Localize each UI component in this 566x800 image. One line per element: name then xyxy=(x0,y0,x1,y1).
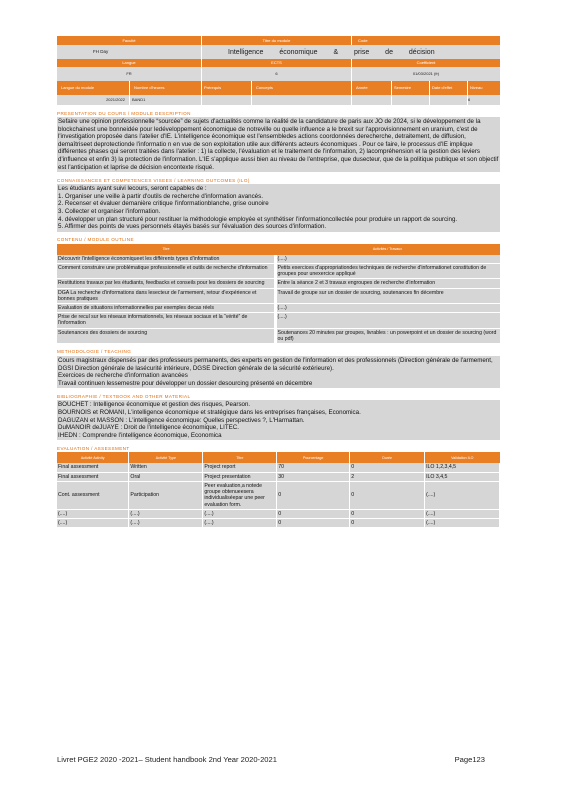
evaluation-cell: 0 xyxy=(350,509,425,518)
header-cell: Titre du module xyxy=(201,36,351,45)
evaluation-table xyxy=(57,452,500,528)
evaluation-cell: (....) xyxy=(129,519,203,528)
contenu-cell: Soutenances des dossiers de sourcing xyxy=(57,328,275,343)
header-cell: Code xyxy=(351,36,500,45)
header-cell: Date d'effet xyxy=(429,81,467,95)
table-row xyxy=(57,279,500,288)
presentation-text xyxy=(57,117,500,172)
contenu-cell: Petits exercices d'appropriationdes techniques de recherche d'informationet constitution de groupes pour unexercice appliqué xyxy=(275,263,500,278)
header-cell: Langue xyxy=(57,59,201,67)
evaluation-cell: Project report xyxy=(203,463,277,472)
header-cell: 01/03/2021 (fr) xyxy=(351,67,500,81)
bibliographie-line: BOUCHET : Intelligence économique et gestion des risques, Pearson. xyxy=(58,401,251,409)
header-cell: Prérequis xyxy=(201,81,251,95)
evaluation-header: Durée xyxy=(350,452,425,463)
competences-line: 3. Collecter et organiser l'information. xyxy=(58,207,161,215)
bibliographie-line: IHEDN : Comprendre l'intelligence économique, Economica xyxy=(58,431,222,439)
evaluation-header: Activité Activity xyxy=(57,452,129,463)
methodologie-line: Cours magistraux dispensés par des professeurs permanents, des experts en gestion de l'information et des professionnels (Direction générale de l'armement, DGSI Direction générale de lasécurité intérieure, DGSE Direction générale de la sécurité extérieure). xyxy=(58,356,493,372)
evaluation-cell: (....) xyxy=(425,509,500,518)
contenu-cell: Restitutions travaux par les étudiants, feedbacks et conseils pour les dossiers de sourcing xyxy=(57,279,275,288)
header-cell xyxy=(201,95,251,105)
document-page xyxy=(57,36,500,528)
contenu-cell: Entre la séance 2 et 3 travaux engroupes de recherche d'information xyxy=(275,279,500,288)
evaluation-cell: 0 xyxy=(277,519,350,528)
evaluation-cell: (....) xyxy=(425,519,500,528)
contenu-cell: (....) xyxy=(275,255,500,264)
evaluation-cell: ILO 1,2,3,4,5 xyxy=(425,463,500,472)
competences-line: 2. Recenser et évaluer demanière critique l'informationblanche, grise ounoire xyxy=(58,200,269,208)
evaluation-title: EVALUATION / ASSESSMENT xyxy=(57,445,130,451)
contenu-cell: (....) xyxy=(275,313,500,328)
evaluation-cell: ILO 3,4,5 xyxy=(425,472,500,481)
evaluation-cell: Peer evaluation,a notede groupe obtenueesera individualiséepar une peer evaluation form. xyxy=(203,482,277,510)
header-cell xyxy=(351,95,391,105)
competences-line: 4. développer un plan structuré pour restituer la méthodologie employée et synthétiser l'informationcollectée pour produire un rapport de sourcing. xyxy=(58,215,458,223)
module-title: Intelligence économique & prise de décision xyxy=(201,45,500,59)
table-row xyxy=(57,472,500,481)
contenu-title: CONTENU / MODULE OUTLINE xyxy=(57,237,134,243)
evaluation-cell: 0 xyxy=(350,482,425,510)
header-cell: Année xyxy=(351,81,391,95)
evaluation-cell: 30 xyxy=(277,472,350,481)
presentation-title: PRESENTATION DU COURS / MODULE DESCRIPTION xyxy=(57,110,191,116)
header-row-1 xyxy=(57,36,500,45)
header-cell: Niveau xyxy=(467,81,500,95)
competences-line: 5. Affirmer des points de vues personnels étayés basés sur l'évaluation des sources d'information. xyxy=(58,223,327,231)
table-row xyxy=(57,313,500,328)
evaluation-cell: (....) xyxy=(203,519,277,528)
contenu-cell: Travail de groupe sur un dossier de sourcing, soutenances fin décembre xyxy=(275,288,500,303)
table-row xyxy=(57,255,500,264)
header-row-6 xyxy=(57,95,500,105)
evaluation-cell: (....) xyxy=(203,509,277,518)
evaluation-cell: Oral xyxy=(129,472,203,481)
contenu-header: Activités / Travaux xyxy=(275,244,500,255)
evaluation-cell: Cont. assessment xyxy=(57,482,129,510)
evaluation-cell: Project presentation xyxy=(203,472,277,481)
header-cell: FR xyxy=(57,67,201,81)
bibliographie-block xyxy=(57,400,500,440)
page-number: Page123 xyxy=(454,755,485,764)
footer-title: Livret PGE2 2020 -2021– Student handbook 2nd Year 2020-2021 xyxy=(57,755,277,764)
contenu-cell: (....) xyxy=(275,303,500,312)
header-cell: ECTS xyxy=(201,59,351,67)
header-cell xyxy=(251,95,351,105)
evaluation-cell: 0 xyxy=(277,482,350,510)
evaluation-cell: (....) xyxy=(57,509,129,518)
contenu-cell: DGA La recherche d'informations dans lesecteur de l'armement, retour d'expérience et bonnes pratiques xyxy=(57,288,275,303)
methodologie-line: Travail continuen lessemestre pour développer un dossier desourcing présenté en décembre xyxy=(58,379,313,387)
evaluation-cell: 0 xyxy=(277,509,350,518)
header-cell xyxy=(391,95,429,105)
competences-line: Les étudiants ayant suivi lecours, seront capables de : xyxy=(58,185,207,193)
header-cell: BAND1 xyxy=(129,95,201,105)
header-cell: Faculté xyxy=(57,36,201,45)
contenu-cell: Soutenances 20 minutes par groupes, livrables : un powerpoint et un dossier de sourcing (word ou pdf) xyxy=(275,328,500,343)
header-row-3 xyxy=(57,59,500,67)
evaluation-cell: (....) xyxy=(57,519,129,528)
contenu-cell: Découvrir l'intelligence économiqueet les différents types d'information xyxy=(57,255,275,264)
header-cell: Langue du module xyxy=(57,81,129,95)
methodologie-title: METHODOLOGIE / TEACHING xyxy=(57,349,132,355)
bibliographie-title: BIBLIOGRAPHIE / TEXTBOOK AND OTHER MATERIAL xyxy=(57,393,191,399)
evaluation-cell: (....) xyxy=(425,482,500,510)
bibliographie-line: DuMANOIR deJUAYE : Droit de l'intelligence économique, LITEC. xyxy=(58,424,239,432)
header-row-4 xyxy=(57,67,500,81)
evaluation-cell: 0 xyxy=(350,463,425,472)
evaluation-cell: 0 xyxy=(350,519,425,528)
evaluation-cell: Final assessment xyxy=(57,463,129,472)
contenu-table xyxy=(57,244,500,344)
evaluation-cell: (....) xyxy=(129,509,203,518)
evaluation-cell: 2 xyxy=(350,472,425,481)
header-cell: 6 xyxy=(201,67,351,81)
table-row xyxy=(57,482,500,510)
evaluation-cell: 70 xyxy=(277,463,350,472)
evaluation-header: Titre xyxy=(203,452,277,463)
evaluation-cell: Written xyxy=(129,463,203,472)
header-cell: Concepts xyxy=(251,81,351,95)
contenu-cell: Evaluation de situations informationnelles par exemples decas réels xyxy=(57,303,275,312)
evaluation-header: Activité Type xyxy=(129,452,203,463)
table-row xyxy=(57,509,500,518)
competences-block xyxy=(57,184,500,232)
header-cell: Semestre xyxy=(391,81,429,95)
evaluation-cell: Participation xyxy=(129,482,203,510)
page-footer xyxy=(57,755,485,764)
table-row xyxy=(57,303,500,312)
bibliographie-line: BOURNOIS et ROMANI, L'intelligence économique et stratégique dans les entreprises françaises, Economica. xyxy=(58,408,361,416)
header-cell: Coefficient xyxy=(351,59,500,67)
header-cell: FH Day xyxy=(57,45,201,59)
header-row-5 xyxy=(57,81,500,95)
contenu-cell: Comment construire une problématique professionnelle et outils de recherche d'information xyxy=(57,263,275,278)
table-row xyxy=(57,263,500,278)
evaluation-cell: Final assessment xyxy=(57,472,129,481)
header-cell: Nombre d'heures xyxy=(129,81,201,95)
table-row xyxy=(57,288,500,303)
evaluation-header: Pourcentage xyxy=(277,452,350,463)
header-cell: 6 xyxy=(467,95,500,105)
evaluation-header: Validation ILO xyxy=(425,452,500,463)
methodologie-line: Exercices de recherche d'information avancées xyxy=(58,372,188,380)
contenu-header: Titre xyxy=(57,244,275,255)
table-row xyxy=(57,463,500,472)
table-row xyxy=(57,328,500,343)
competences-line: 1. Organiser une veille à partir d'outils de recherche d'information avancés. xyxy=(58,192,263,200)
header-cell xyxy=(429,95,467,105)
bibliographie-line: DAGUZAN et MASSON : L'intelligence économique: Quelles perspectives ?, L'Harmattan. xyxy=(58,416,305,424)
contenu-cell: Prise de recul sur les réseaux informationnels, les réseaux sociaux et la “vérité” de l'information xyxy=(57,313,275,328)
competences-title: CONNAISSANCES ET COMPETENCES VISEES / LEARNING OUTCOMES (ILO) xyxy=(57,177,250,183)
presentation-paragraph: Sefaire une opinion professionnelle “sourcée” de sujets d'actualités comme la réalité de la candidature de paris aux JO de 2024, si le développement de la blockchainest une bonneidée pour ledéveloppement économique de notreville ou quelle influence a le brexit sur l'approvisionnement en uranium, c'est de l'investigation proposée dans l'atelier d'IE. L'intelligence économique est l'ensembledes actions coordonnées derecherche, detraitement, de diffusion, demaîtriseet deprotectionde l'informatio n en vue de son exploitation utile aux différents acteurs économiques . Pour ce faire, le processus d'IE implique différentes phases qui seront traitées dans l'atelier : 1) la collecte, l'évaluation et le traitement de l'information, 2) lacompréhension et la gestion des leviers d'influence et enfin 3) la protection de l'information. L'IE s'applique aussi bien au niveau de l'entreprise, que dusecteur, que de la politique publique et son objectif est l'anticipation et laprise de décision encontexte risqué. xyxy=(58,118,499,171)
header-row-2 xyxy=(57,45,500,59)
header-cell: 2021/2022 xyxy=(57,95,129,105)
table-row xyxy=(57,519,500,528)
methodologie-block xyxy=(57,356,500,388)
